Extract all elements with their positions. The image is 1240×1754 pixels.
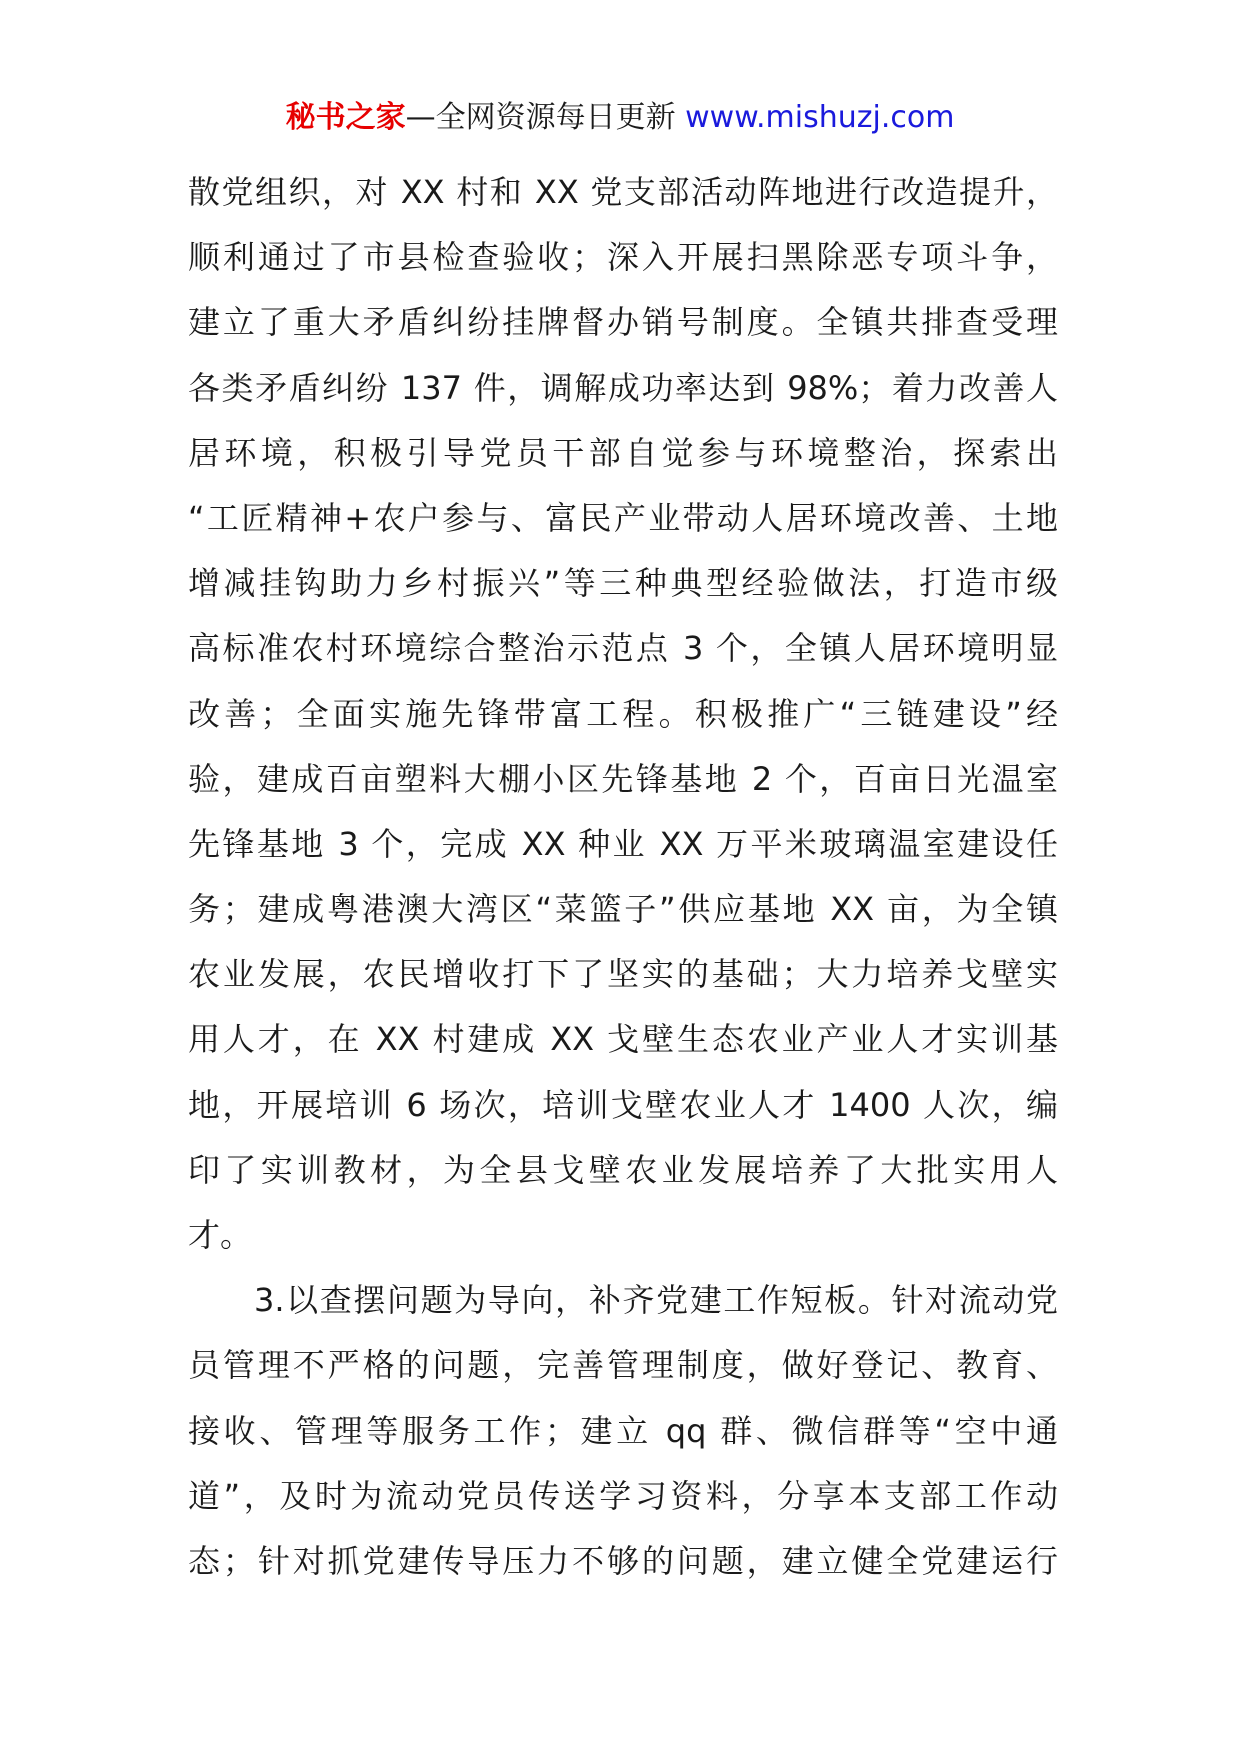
text-line: 农业发展，农民增收打下了坚实的基础；大力培养戈壁实 [188, 955, 1058, 994]
text-line: 建立了重大矛盾纠纷挂牌督办销号制度。全镇共排查受理 [188, 303, 1058, 342]
text-line: “工匠精神+农户参与、富民产业带动人居环境改善、土地 [188, 498, 1058, 537]
text-line: 顺利通过了市县检查验收；深入开展扫黑除恶专项斗争， [188, 238, 1058, 277]
text-line: 才。 [188, 1216, 253, 1254]
site-brand: 秘书之家 [285, 100, 406, 135]
text-line: 先锋基地 3 个，完成 XX 种业 XX 万平米玻璃温室建设任 [188, 824, 1058, 863]
text-line: 高标准农村环境综合整治示范点 3 个，全镇人居环境明显 [188, 629, 1058, 668]
text-line: 地，开展培训 6 场次，培训戈壁农业人才 1400 人次，编 [188, 1085, 1058, 1124]
site-tagline: —全网资源每日更新 [405, 100, 676, 135]
site-url-link[interactable]: www.mishuzj.com [685, 100, 955, 135]
paragraph [188, 160, 1058, 1268]
site-header [0, 98, 1240, 138]
text-line: 增减挂钩助力乡村振兴”等三种典型经验做法，打造市级 [188, 564, 1058, 603]
text-line: 态；针对抓党建传导压力不够的问题，建立健全党建运行 [188, 1541, 1058, 1580]
paragraph [188, 1268, 1058, 1594]
text-line: 居环境，积极引导党员干部自觉参与环境整治，探索出 [188, 433, 1058, 472]
text-line: 务；建成粤港澳大湾区“菜篮子”供应基地 XX 亩，为全镇 [188, 890, 1058, 929]
text-line: 验，建成百亩塑料大棚小区先锋基地 2 个，百亩日光温室 [188, 759, 1058, 798]
text-line: 各类矛盾纠纷 137 件，调解成功率达到 98%；着力改善人 [188, 368, 1058, 407]
text-line: 接收、管理等服务工作；建立 qq 群、微信群等“空中通 [188, 1411, 1058, 1450]
text-line: 用人才，在 XX 村建成 XX 戈壁生态农业产业人才实训基 [188, 1020, 1058, 1059]
text-line: 散党组织，对 XX 村和 XX 党支部活动阵地进行改造提升， [188, 173, 1058, 211]
text-line: 3.以查摆问题为导向，补齐党建工作短板。针对流动党 [254, 1281, 1058, 1320]
document-body [188, 160, 1058, 1594]
text-line: 印了实训教材，为全县戈壁农业发展培养了大批实用人 [188, 1150, 1058, 1189]
text-line: 道”，及时为流动党员传送学习资料，分享本支部工作动 [188, 1476, 1058, 1515]
text-line: 改善；全面实施先锋带富工程。积极推广“三链建设”经 [188, 694, 1058, 733]
text-line: 员管理不严格的问题，完善管理制度，做好登记、教育、 [188, 1346, 1058, 1385]
